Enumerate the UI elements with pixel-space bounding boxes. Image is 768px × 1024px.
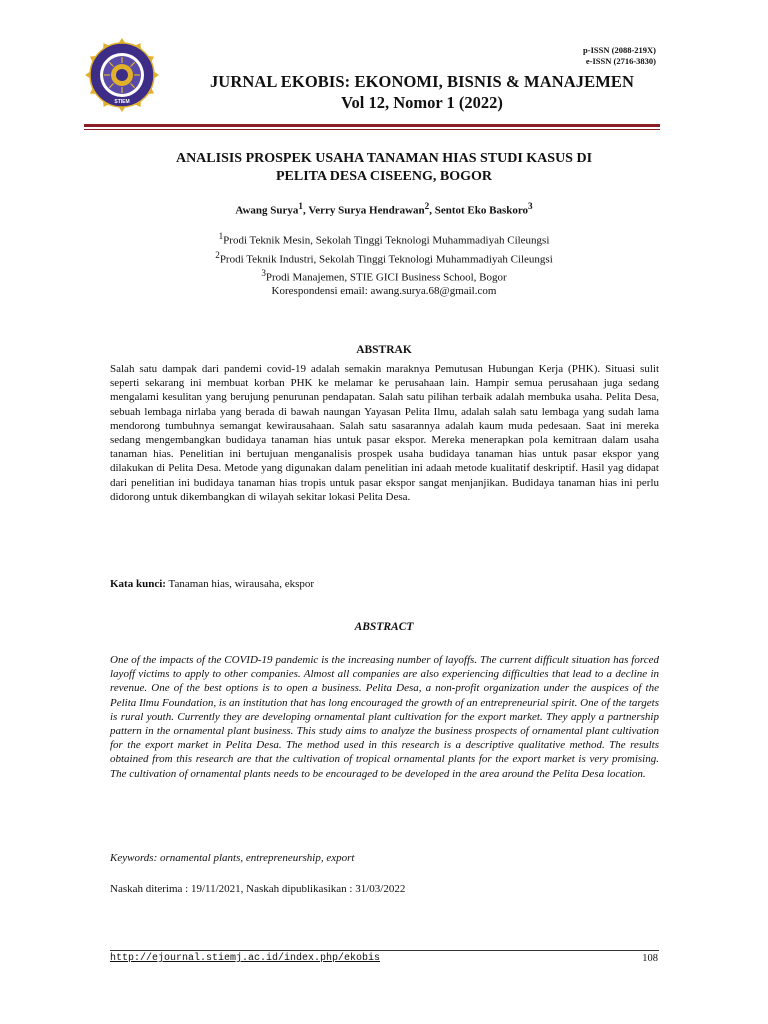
author-name: Verry Surya Hendrawan (308, 204, 425, 217)
author-separator: , (429, 204, 435, 217)
logo-text: STIEM (114, 99, 130, 105)
affiliation (84, 248, 684, 267)
author-sup: 2 (424, 201, 430, 211)
abstrak-heading: ABSTRAK (356, 344, 412, 356)
page-number: 108 (642, 953, 658, 964)
affiliation-sup: 1 (218, 231, 224, 241)
submission-dates: Naskah diterima : 19/11/2021, Naskah dipublikasikan : 31/03/2022 (110, 883, 406, 895)
author-name: Sentot Eko Baskoro (434, 204, 529, 217)
abstract-body: One of the impacts of the COVID-19 pandemic is the increasing number of layoffs. The current difficult situation has forced layoff victims to apply to other companies. Almost all companies are also experiencing difficulties that lead to a decline in revenue. One of the best options is to open a business. Pelita Desa, a non-profit organization under the auspices of the Pelita Ilmu Foundation, is an institution that has long encouraged the growth of an entrepreneurial spirit. One of the targets is rural youth. Currently they are developing ornamental plant cultivation for the export market. They apply a partnership pattern in the ornamental plant business. This study aims to analyze the business prospects of ornamental plant cultivation for the export market in Pelita Desa. The method used in this research is a descriptive qualitative method. The results obtained from this research are that the cultivation of tropical ornamental plants for the export market is very promising. The cultivation of ornamental plants needs to be encouraged to be developed in the area around the Pelita Desa location. (110, 654, 659, 780)
abstract-heading: ABSTRACT (354, 621, 414, 633)
affiliation (84, 229, 684, 248)
journal-title: JURNAL EKOBIS: EKONOMI, BISNIS & MANAJEMEN (209, 72, 635, 91)
affiliations (84, 229, 684, 285)
author-sup: 1 (298, 201, 303, 211)
issn-block (583, 45, 656, 67)
affiliation-text: Prodi Manajemen, STIE GICI Business School, Bogor (265, 271, 507, 284)
keywords: Keywords: ornamental plants, entrepreneurship, export (110, 852, 355, 864)
kata-kunci (110, 578, 659, 590)
header-rule-thin (84, 129, 660, 130)
footer-rule (110, 950, 659, 951)
correspondence-email: Korespondensi email: awang.surya.68@gmail.com (271, 285, 497, 297)
abstrak-body: Salah satu dampak dari pandemi covid-19 adalah semakin maraknya Pemutusan Hubungan Kerja (PHK). Situasi sulit seperti sekarang ini membuat korban PHK ke melamar ke perusahaan lain. Hampir semua perusahaan juga sedang mengalami kesulitan yang berujung penurunan pendapatan. Salah satu pilihan terbaik adalah membuka usaha. Pelita Desa, sebuah lembaga nirlaba yang berada di bawah naungan Yayasan Pelita Ilmu, adalah salah satu lembaga yang sudah lama mendorong tumbuhnya semangat kewirausahaan. Salah satu sasarannya adalah kaum muda pedesaan. Saat ini mereka sedang mengembangkan budidaya tanaman hias untuk pasar ekspor. Mereka menerapkan pola kemitraan dalam usaha tanaman hias. Penelitian ini bertujuan menganalisis prospek usaha budidaya tanaman hias untuk pasar ekspor yang dilakukan di Pelita Desa. Metode yang digunakan dalam penelitian ini adaah metode kualitatif deskriptif. Hasil yag didapat dari penelitian ini budidaya tanaman hias tropis untuk pasar ekspor sangat menjanjikan. Budidaya tanaman hias ini perlu didorong untuk dikembangkan di wilayah sekitar lokasi Pelita Desa. (110, 363, 659, 503)
affiliation-text: Prodi Teknik Industri, Sekolah Tinggi Teknologi Muhammadiyah Cileungsi (219, 253, 553, 266)
article-title-line: PELITA DESA CISEENG, BOGOR (275, 169, 493, 184)
affiliation-sup: 3 (261, 268, 266, 279)
journal-volume: Vol 12, Nomor 1 (2022) (341, 93, 503, 112)
kata-kunci-values: Tanaman hias, wirausaha, ekspor (165, 578, 315, 590)
author-name: Awang Surya (235, 204, 299, 217)
institution-seal-icon (84, 37, 160, 113)
author-sup: 3 (528, 201, 533, 211)
article-title-line: ANALISIS PROSPEK USAHA TANAMAN HIAS STUDI KASUS DI (175, 151, 593, 166)
header-rule-thick (84, 124, 660, 127)
affiliation-sup: 2 (215, 249, 220, 260)
journal-url-link[interactable]: http://ejournal.stiemj.ac.id/index.php/ekobis (110, 953, 381, 964)
affiliation (84, 266, 684, 285)
p-issn: p-ISSN (2088-219X) (583, 45, 656, 55)
affiliation-text: Prodi Teknik Mesin, Sekolah Tinggi Teknologi Muhammadiyah Cileungsi (223, 234, 550, 247)
kata-kunci-label: Kata kunci: (110, 578, 166, 590)
e-issn: e-ISSN (2716-3830) (585, 56, 656, 66)
author-separator: , (303, 204, 309, 217)
journal-logo (84, 37, 160, 113)
author-list (84, 201, 684, 217)
article-title (84, 150, 684, 186)
